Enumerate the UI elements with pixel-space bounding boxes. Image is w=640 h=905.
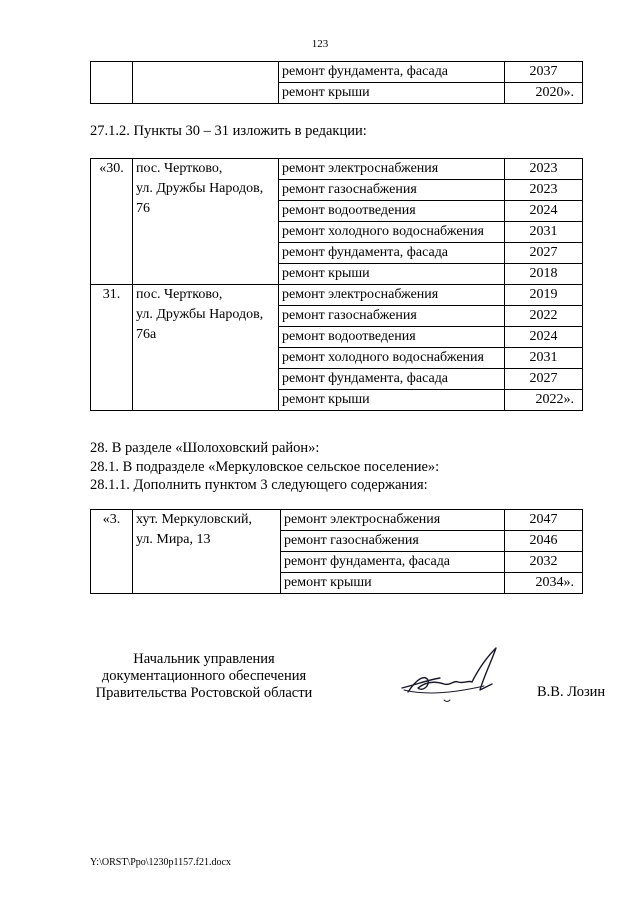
position-line: документационного обеспечения [101, 668, 307, 684]
year-cell: 2031 [505, 222, 583, 243]
table-row [91, 510, 583, 531]
year-cell: 2031 [505, 348, 583, 369]
work-cell: ремонт холодного водоснабжения [279, 222, 505, 243]
year-cell: 2046 [505, 531, 583, 552]
item-number: 31. [91, 285, 133, 411]
paragraph-27-1-2: 27.1.2. Пункты 30 – 31 изложить в редакции: [90, 123, 367, 139]
work-cell: ремонт водоотведения [279, 201, 505, 222]
work-cell: ремонт газоснабжения [279, 180, 505, 201]
table-row [91, 159, 583, 180]
item-number: «30. [91, 159, 133, 285]
year-cell: 2024 [505, 201, 583, 222]
address-line: ул. Мира, 13 [136, 532, 211, 547]
address-line: хут. Меркуловский, [136, 512, 253, 527]
address-cell [133, 62, 279, 104]
table-item-3 [90, 509, 583, 594]
signatory-position [88, 651, 320, 702]
num-cell [91, 62, 133, 104]
work-cell: ремонт фундамента, фасада [279, 243, 505, 264]
work-cell: ремонт фундамента, фасада [281, 552, 505, 573]
year-cell: 2019 [505, 285, 583, 306]
handwritten-signature [388, 640, 518, 710]
position-line: Начальник управления [133, 651, 275, 667]
work-cell: ремонт крыши [279, 390, 505, 411]
work-cell: ремонт электроснабжения [279, 285, 505, 306]
address-line: 76 [136, 201, 150, 216]
work-cell: ремонт крыши [279, 83, 505, 104]
work-cell: ремонт электроснабжения [281, 510, 505, 531]
paragraph-28-1-1: 28.1.1. Дополнить пунктом 3 следующего содержания: [90, 477, 428, 493]
year-cell: 2018 [505, 264, 583, 285]
page-number: 123 [311, 38, 329, 50]
table-items-30-31 [90, 158, 583, 411]
position-line: Правительства Ростовской области [95, 685, 313, 701]
year-cell: 2034». [505, 573, 583, 594]
signatory-name: В.В. Лозин [537, 684, 606, 700]
work-cell: ремонт газоснабжения [279, 306, 505, 327]
work-cell: ремонт электроснабжения [279, 159, 505, 180]
item-number: «3. [91, 510, 133, 594]
year-cell: 2022 [505, 306, 583, 327]
year-cell: 2023 [505, 159, 583, 180]
address-cell [133, 510, 281, 594]
address-cell [133, 159, 279, 285]
work-cell: ремонт фундамента, фасада [279, 369, 505, 390]
work-cell: ремонт фундамента, фасада [279, 62, 505, 83]
year-cell: 2032 [505, 552, 583, 573]
work-cell: ремонт водоотведения [279, 327, 505, 348]
paragraph-28: 28. В разделе «Шолоховский район»: [90, 440, 320, 456]
table-row [91, 285, 583, 306]
table-row [91, 62, 583, 83]
footer-file-path: Y:\ORST\Ppo\1230p1157.f21.docx [90, 857, 231, 868]
address-line: ул. Дружбы Народов, [136, 181, 264, 196]
year-cell: 2023 [505, 180, 583, 201]
year-cell: 2027 [505, 369, 583, 390]
year-cell: 2020». [505, 83, 583, 104]
table-continuation [90, 61, 583, 104]
work-cell: ремонт крыши [279, 264, 505, 285]
work-cell: ремонт холодного водоснабжения [279, 348, 505, 369]
year-cell: 2024 [505, 327, 583, 348]
address-line: пос. Чертково, [136, 161, 223, 176]
year-cell: 2027 [505, 243, 583, 264]
paragraph-28-1: 28.1. В подразделе «Меркуловское сельское поселение»: [90, 459, 440, 475]
address-cell [133, 285, 279, 411]
work-cell: ремонт крыши [281, 573, 505, 594]
year-cell: 2022». [505, 390, 583, 411]
work-cell: ремонт газоснабжения [281, 531, 505, 552]
year-cell: 2037 [505, 62, 583, 83]
address-line: 76а [136, 327, 157, 342]
year-cell: 2047 [505, 510, 583, 531]
address-line: пос. Чертково, [136, 287, 223, 302]
address-line: ул. Дружбы Народов, [136, 307, 264, 322]
